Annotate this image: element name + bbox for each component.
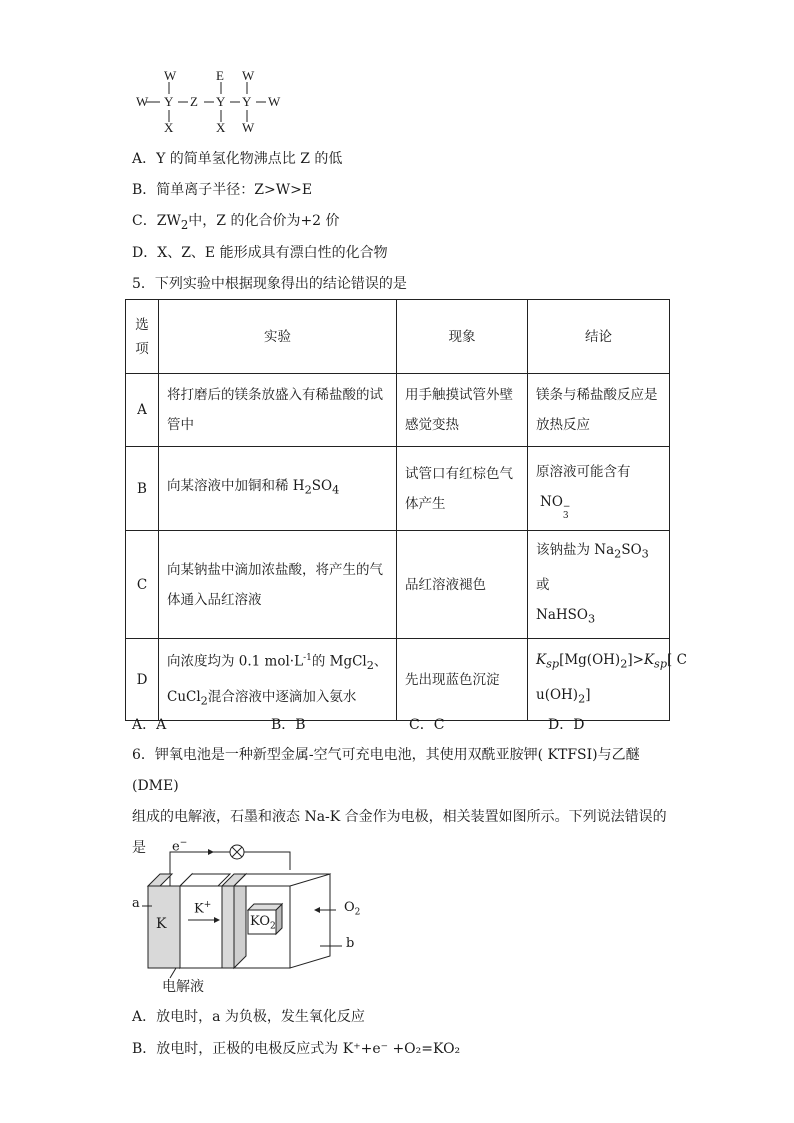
- electron-label: e−: [172, 838, 188, 855]
- q4-c-suffix: 中，Z 的化合价为+2 价: [188, 213, 340, 229]
- atom-x2: X: [216, 120, 226, 135]
- q6-line1: 6．钾氧电池是一种新型金属-空气可充电电池，其使用双酰亚胺钾( KTFSI)与乙醚(DME): [132, 747, 640, 794]
- electrode-b-label: b: [346, 936, 355, 951]
- header-phenomenon: 现象: [397, 300, 528, 374]
- atom-y2: Y: [216, 94, 226, 109]
- row-a-phenomenon: 用手触摸试管外壁感觉变热: [397, 374, 528, 447]
- row-a-option: A: [126, 374, 159, 447]
- header-experiment: 实验: [159, 300, 397, 374]
- atom-x1: X: [164, 120, 174, 135]
- ko2-label: $KO_2$: [250, 914, 276, 932]
- q5-answer-d: D．D: [548, 717, 585, 733]
- atom-e-top: E: [216, 68, 224, 83]
- atom-z: Z: [190, 94, 198, 109]
- row-b-option: B: [126, 447, 159, 531]
- table-row: [126, 374, 670, 447]
- q4-option-d: D．X、Z、E 能形成具有漂白性的化合物: [132, 245, 388, 261]
- bond-lines: [130, 64, 290, 138]
- q4-option-a: A．Y 的简单氢化物沸点比 Z 的低: [132, 151, 343, 167]
- q4-c-prefix: C．ZW: [132, 213, 181, 229]
- row-c-conclusion: 该钠盐为 $Na_2SO_3$或 NaHSO$_3$: [528, 531, 670, 639]
- battery-figure: [130, 838, 370, 998]
- electrode-a-label: a: [132, 896, 140, 911]
- atom-w-top1: W: [164, 68, 177, 83]
- k-electrode-label: K: [156, 916, 167, 932]
- q5-answer-b: B．B: [271, 717, 306, 733]
- q5-answer-a: A．A: [132, 717, 167, 733]
- row-a-experiment: 将打磨后的镁条放盛入有稀盐酸的试管中: [159, 374, 397, 447]
- table-row: [126, 531, 670, 639]
- row-b-phenomenon: 试管口有红棕色气体产生: [397, 447, 528, 531]
- row-b-experiment: 向某溶液中加铜和稀 $H_2SO_4$: [159, 447, 397, 531]
- row-b-conclusion: 原溶液可能含有 NO − 3: [528, 447, 670, 531]
- atom-w-right: W: [268, 94, 281, 109]
- q4-option-b: B．简单离子半径：Z>W>E: [132, 182, 313, 198]
- o2-label: $O_2$: [344, 900, 361, 918]
- electrolyte-label: 电解液: [162, 979, 204, 995]
- atom-y3: Y: [242, 94, 252, 109]
- row-c-phenomenon: 品红溶液褪色: [397, 531, 528, 639]
- row-a-conclusion: 镁条与稀盐酸反应是放热反应: [528, 374, 670, 447]
- row-d-option: D: [126, 639, 159, 721]
- atom-w-bottom: W: [242, 120, 255, 135]
- row-d-experiment: 向浓度均为 0.1 $mol\cdot L^{-1}$的 MgCl$_2$、 CuCl$_2$混合溶液中逐滴加入氨水: [159, 639, 397, 721]
- experiment-table: [125, 299, 687, 721]
- table-header-row: [126, 300, 670, 374]
- q4-c-subscript: 2: [180, 217, 189, 232]
- q4-option-c: [132, 211, 340, 235]
- q5-stem: 5．下列实验中根据现象得出的结论错误的是: [132, 276, 407, 292]
- row-d-conclusion: $K_{sp}[Mg(OH)_2]>K_{sp}$[ C $u(OH)_2$]: [528, 639, 670, 721]
- table-row: [126, 639, 670, 721]
- row-d-phenomenon: 先出现蓝色沉淀: [397, 639, 528, 721]
- atom-w-left: W: [136, 94, 149, 109]
- atom-y1: Y: [164, 94, 174, 109]
- q6-option-a: A．放电时，a 为负极，发生氧化反应: [132, 1009, 365, 1025]
- atom-w-top3: W: [242, 68, 255, 83]
- row-c-experiment: 向某钠盐中滴加浓盐酸，将产生的气体通入品红溶液: [159, 531, 397, 639]
- table-row: [126, 447, 670, 531]
- q6-option-b: B．放电时，正极的电极反应式为 K⁺+e⁻ +O₂=KO₂: [132, 1041, 461, 1057]
- k-ion-label: K+: [194, 900, 212, 917]
- molecule-structure: [130, 64, 290, 138]
- q6-line3: 是: [132, 840, 146, 856]
- header-conclusion: 结论: [528, 300, 670, 374]
- header-option: 选项: [126, 300, 159, 374]
- q5-answer-c: C．C: [409, 717, 445, 733]
- q6-line2: 组成的电解液，石墨和液态 Na-K 合金作为电极，相关装置如图所示。下列说法错误的: [132, 809, 667, 825]
- row-c-option: C: [126, 531, 159, 639]
